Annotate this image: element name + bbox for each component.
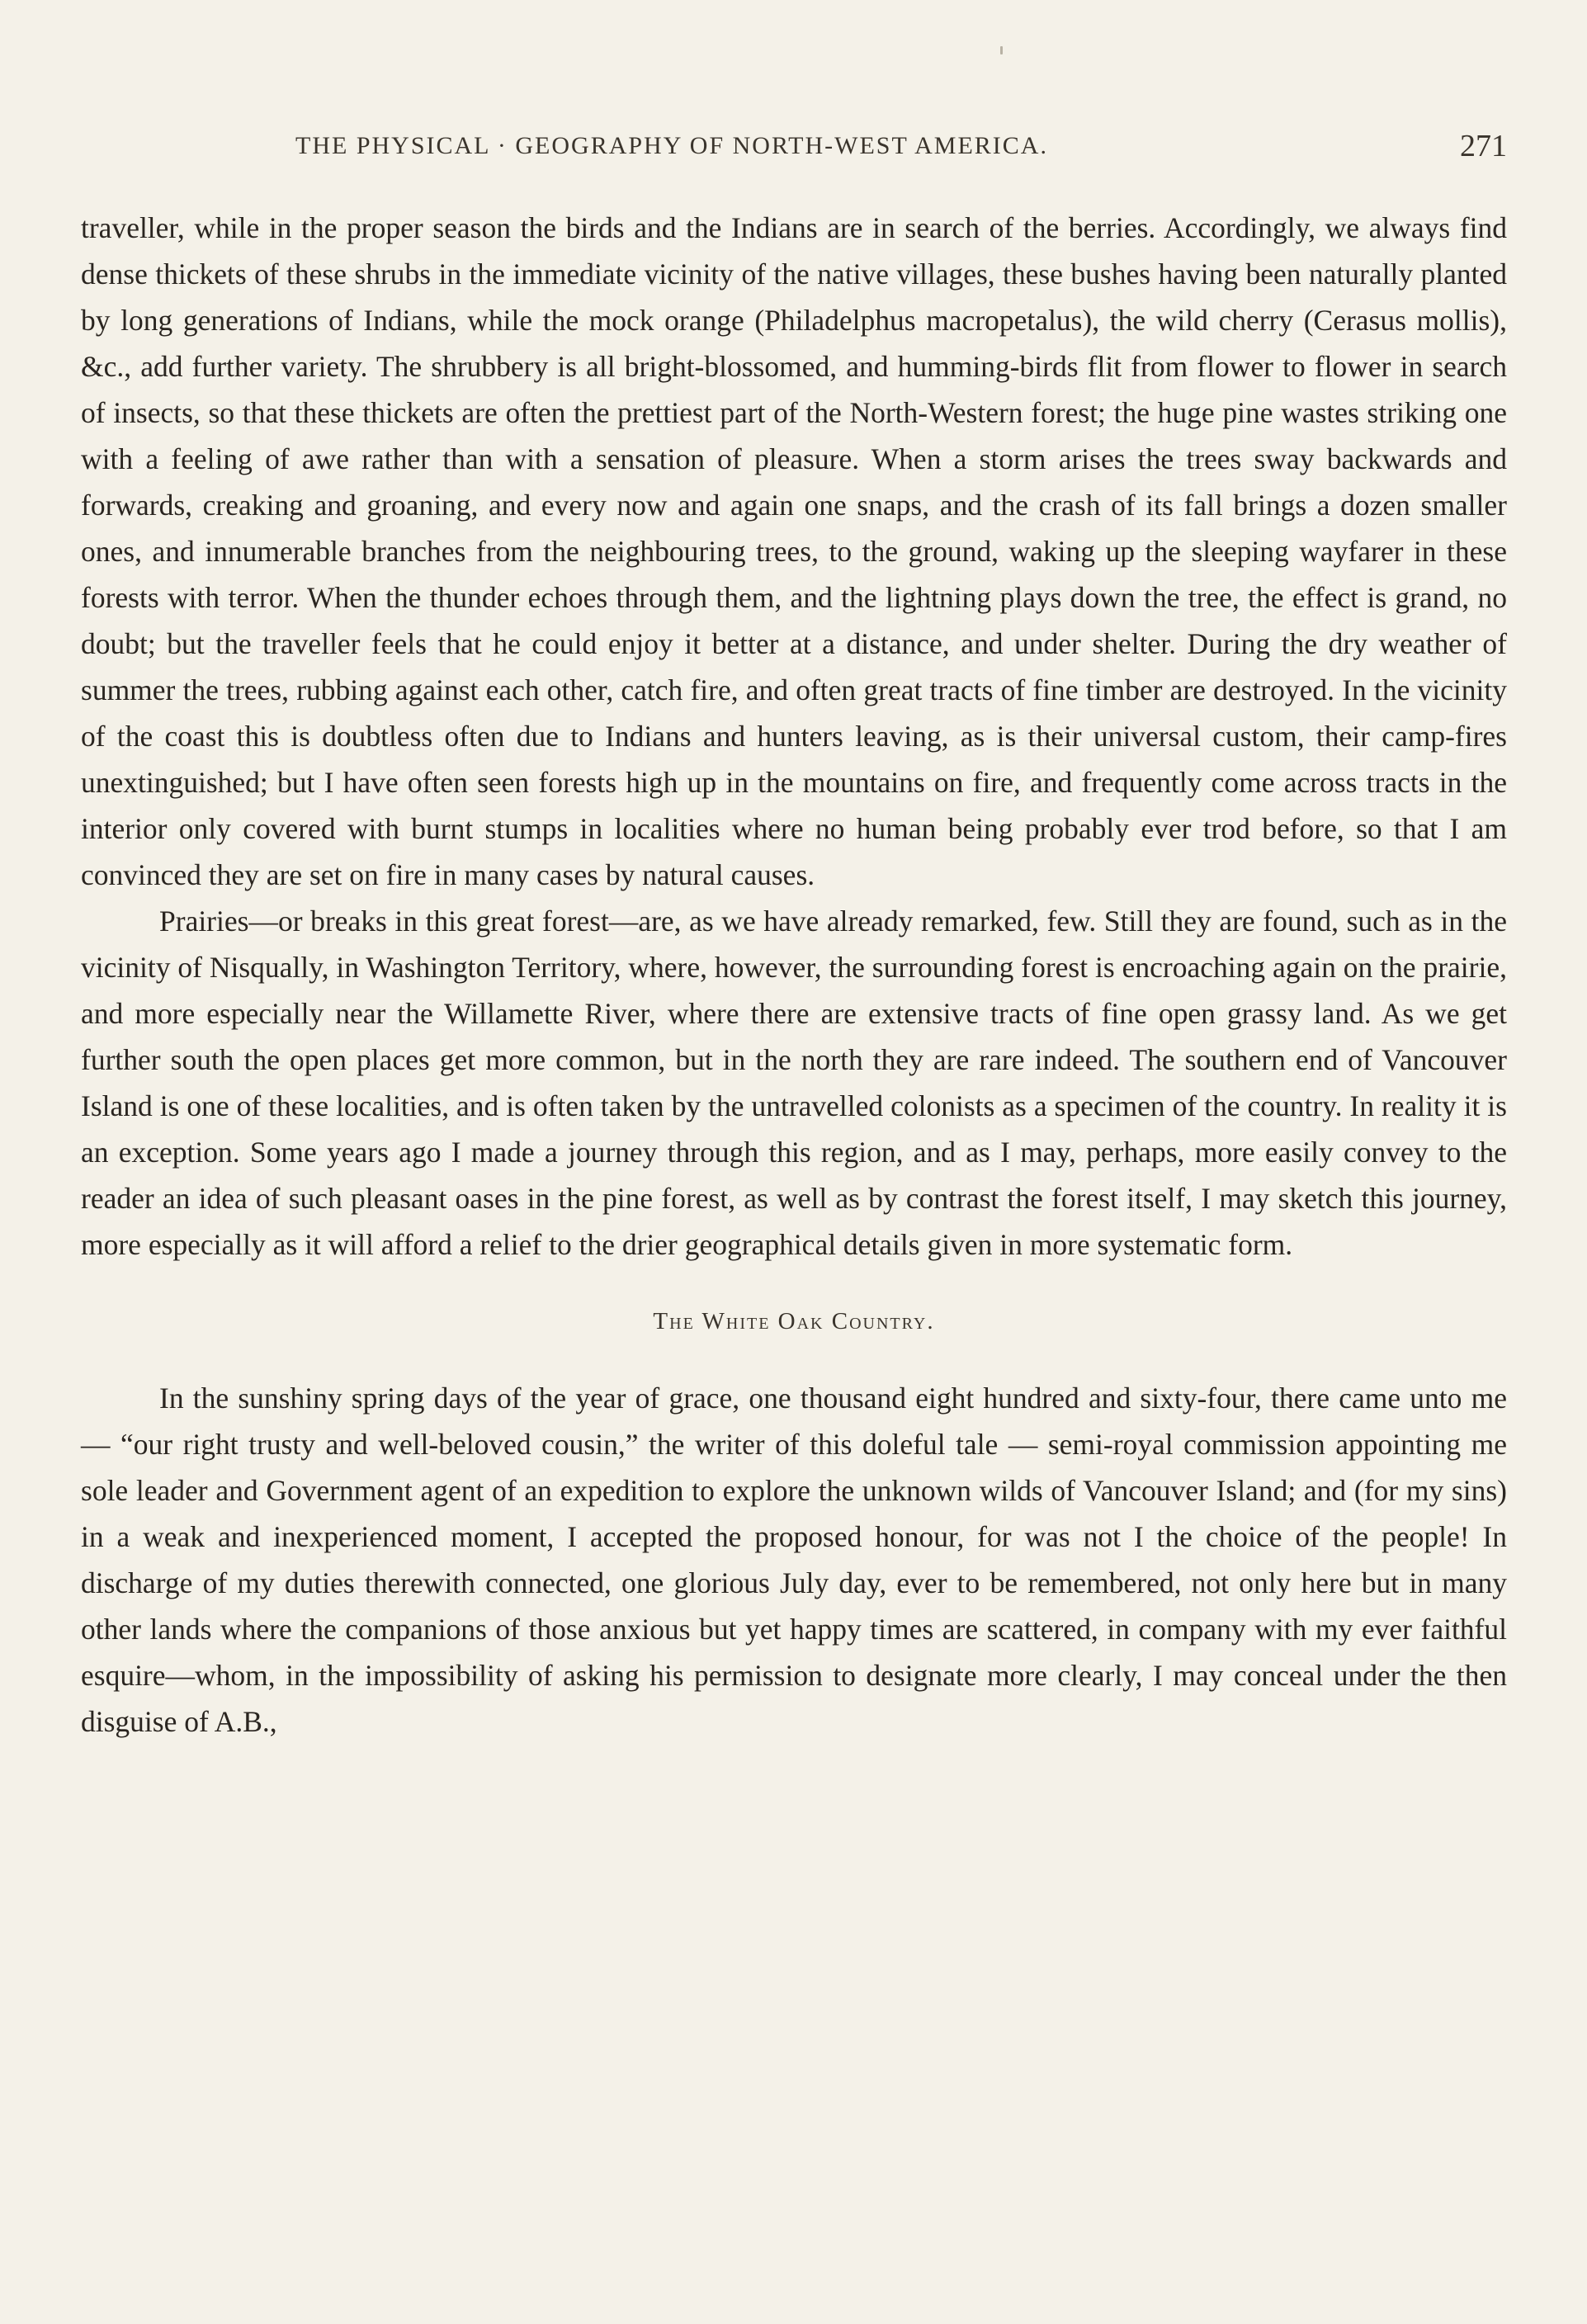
- running-title: THE PHYSICAL · GEOGRAPHY OF NORTH-WEST AMERICA.: [295, 132, 1048, 159]
- page-number: 271: [1460, 129, 1507, 163]
- page-mark: [1000, 46, 1003, 54]
- paragraph-1: traveller, while in the proper season the birds and the Indians are in search of the berries. Accordingly, we always find dense thickets of these shrubs in the immediate vicinity of the native villages, these bushes having been naturally planted by long generations of Indians, while the mock orange (Philadelphus macropetalus), the wild cherry (Cerasus mollis), &c., add further variety. The shrubbery is all bright-blossomed, and humming-birds flit from flower to flower in search of insects, so that these thickets are often the prettiest part of the North-Western forest; the huge pine wastes striking one with a feeling of awe rather than with a sensation of pleasure. When a storm arises the trees sway backwards and forwards, creaking and groaning, and every now and again one snaps, and the crash of its fall brings a dozen smaller ones, and innumerable branches from the neighbouring trees, to the ground, waking up the sleeping wayfarer in these forests with terror. When the thunder echoes through them, and the lightning plays down the tree, the effect is grand, no doubt; but the traveller feels that he could enjoy it better at a distance, and under shelter. During the dry weather of summer the trees, rubbing against each other, catch fire, and often great tracts of fine timber are destroyed. In the vicinity of the coast this is doubtless often due to Indians and hunters leaving, as is their universal custom, their camp-fires unextinguished; but I have often seen forests high up in the mountains on fire, and frequently come across tracts in the interior only covered with burnt stumps in localities where no human being probably ever trod before, so that I am convinced they are set on fire in many cases by natural causes.: [81, 211, 1507, 891]
- paragraph-3: In the sunshiny spring days of the year of grace, one thousand eight hundred and sixty-four, there came unto me — “our right trusty and well-beloved cousin,” the writer of this doleful tale — semi-royal commission appointing me sole leader and Government agent of an expedition to explore the unknown wilds of Vancouver Island; and (for my sins) in a weak and inexperienced moment, I accepted the proposed honour, for was not I the choice of the people! In discharge of my duties therewith connected, one glorious July day, ever to be remembered, not only here but in many other lands where the companions of those anxious but yet happy times are scattered, in company with my ever faithful esquire—whom, in the impossibility of asking his permission to designate more clearly, I may conceal under the then disguise of A.B.,: [81, 1382, 1507, 1738]
- paragraph-2: Prairies—or breaks in this great forest—are, as we have already remarked, few. Still they are found, such as in the vicinity of Nisqually, in Washington Territory, where, however, the surrounding forest is encroaching again on the prairie, and more especially near the Willamette River, where there are extensive tracts of fine open grassy land. As we get further south the open places get more common, but in the north they are rare indeed. The southern end of Vancouver Island is one of these localities, and is often taken by the untravelled colonists as a specimen of the country. In reality it is an exception. Some years ago I made a journey through this region, and as I may, perhaps, more easily convey to the reader an idea of such pleasant oases in the pine forest, as well as by contrast the forest itself, I may sketch this journey, more especially as it will afford a relief to the drier geographical details given in more systematic form.: [81, 905, 1507, 1261]
- running-head: [81, 125, 1507, 167]
- body-text: [81, 205, 1507, 1745]
- section-heading: The White Oak Country.: [653, 1308, 935, 1334]
